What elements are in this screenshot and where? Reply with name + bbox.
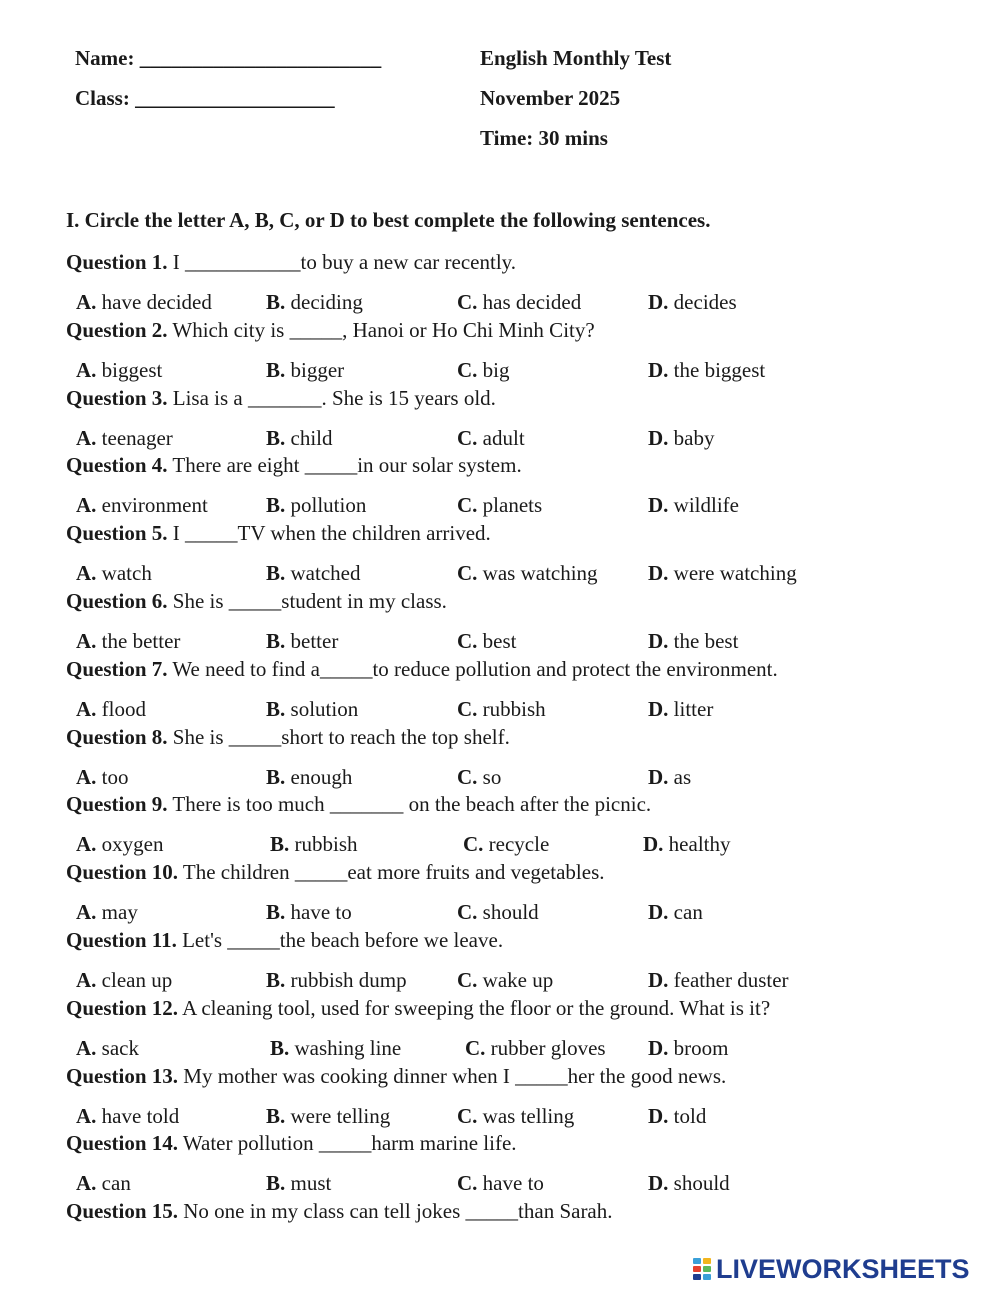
option-text: too bbox=[96, 765, 129, 789]
question-3 bbox=[66, 386, 496, 411]
answer-option-c[interactable] bbox=[457, 426, 525, 451]
answer-option-d[interactable] bbox=[648, 426, 715, 451]
option-letter: D. bbox=[648, 1036, 669, 1060]
option-text: oxygen bbox=[96, 832, 164, 856]
question-14 bbox=[66, 1131, 517, 1156]
option-text: have to bbox=[285, 900, 352, 924]
question-label: Question 12. bbox=[66, 996, 179, 1020]
answer-option-d[interactable] bbox=[648, 1171, 730, 1196]
answer-option-a[interactable] bbox=[76, 561, 152, 586]
option-text: may bbox=[96, 900, 138, 924]
question-11 bbox=[66, 928, 503, 953]
liveworksheets-logo bbox=[692, 1254, 992, 1284]
option-text: was watching bbox=[477, 561, 598, 585]
option-text: have told bbox=[96, 1104, 180, 1128]
answer-option-c[interactable] bbox=[457, 1104, 574, 1129]
option-letter: B. bbox=[266, 765, 286, 789]
option-letter: C. bbox=[457, 561, 478, 585]
option-letter: C. bbox=[457, 426, 478, 450]
option-letter: C. bbox=[457, 1171, 478, 1195]
answer-option-d[interactable] bbox=[648, 358, 765, 383]
test-title: English Monthly Test bbox=[480, 46, 672, 70]
option-text: flood bbox=[96, 697, 146, 721]
question-8 bbox=[66, 725, 510, 750]
option-text: can bbox=[668, 900, 703, 924]
question-6 bbox=[66, 589, 447, 614]
answer-option-b[interactable] bbox=[266, 900, 352, 925]
liveworksheets-logo-text: LIVEWORKSHEETS bbox=[716, 1253, 970, 1284]
question-9-options bbox=[0, 832, 1000, 858]
answer-option-a[interactable] bbox=[76, 1171, 131, 1196]
answer-option-d[interactable] bbox=[648, 697, 713, 722]
question-12-options bbox=[0, 1036, 1000, 1062]
answer-option-b[interactable] bbox=[270, 832, 358, 857]
answer-option-b[interactable] bbox=[266, 493, 366, 518]
option-letter: C. bbox=[463, 832, 484, 856]
question-11-options bbox=[0, 968, 1000, 994]
answer-option-d[interactable] bbox=[648, 1104, 706, 1129]
option-letter: D. bbox=[648, 426, 669, 450]
question-label: Question 11. bbox=[66, 928, 177, 952]
answer-option-c[interactable] bbox=[457, 358, 510, 383]
option-letter: B. bbox=[266, 493, 286, 517]
answer-option-c[interactable] bbox=[457, 900, 539, 925]
option-text: bigger bbox=[285, 358, 345, 382]
option-text: pollution bbox=[285, 493, 367, 517]
option-letter: D. bbox=[648, 561, 669, 585]
answer-option-d[interactable] bbox=[648, 561, 797, 586]
option-letter: A. bbox=[76, 493, 97, 517]
option-letter: C. bbox=[457, 1104, 478, 1128]
test-time: Time: 30 mins bbox=[480, 126, 608, 150]
option-text: planets bbox=[477, 493, 543, 517]
option-letter: C. bbox=[465, 1036, 486, 1060]
answer-option-a[interactable] bbox=[76, 1104, 179, 1129]
option-text: rubbish bbox=[477, 697, 546, 721]
liveworksheets-logo-icon bbox=[692, 1257, 712, 1281]
option-text: sack bbox=[96, 1036, 139, 1060]
question-7 bbox=[66, 657, 778, 682]
option-text: clean up bbox=[96, 968, 173, 992]
answer-option-b[interactable] bbox=[266, 290, 363, 315]
answer-option-b[interactable] bbox=[266, 1171, 331, 1196]
question-label: Question 6. bbox=[66, 589, 168, 613]
question-6-options bbox=[0, 629, 1000, 655]
option-letter: A. bbox=[76, 358, 97, 382]
question-15 bbox=[66, 1199, 613, 1224]
option-letter: A. bbox=[76, 968, 97, 992]
answer-option-b[interactable] bbox=[266, 358, 344, 383]
option-letter: B. bbox=[266, 290, 286, 314]
option-text: feather duster bbox=[668, 968, 789, 992]
question-label: Question 1. bbox=[66, 250, 168, 274]
question-text: She is _____student in my class. bbox=[167, 589, 447, 613]
question-text: A cleaning tool, used for sweeping the floor or the ground. What is it? bbox=[178, 996, 771, 1020]
test-date: November 2025 bbox=[480, 86, 621, 110]
option-letter: B. bbox=[266, 629, 286, 653]
answer-option-a[interactable] bbox=[76, 900, 138, 925]
option-letter: B. bbox=[266, 968, 286, 992]
option-text: told bbox=[668, 1104, 707, 1128]
question-text: There is too much _______ on the beach after the picnic. bbox=[167, 792, 652, 816]
option-letter: C. bbox=[457, 629, 478, 653]
answer-option-c[interactable] bbox=[457, 629, 517, 654]
answer-option-b[interactable] bbox=[266, 1104, 390, 1129]
answer-option-d[interactable] bbox=[648, 290, 737, 315]
option-text: wake up bbox=[477, 968, 554, 992]
option-text: teenager bbox=[96, 426, 173, 450]
question-text: Water pollution _____harm marine life. bbox=[178, 1131, 517, 1155]
option-letter: D. bbox=[648, 697, 669, 721]
option-letter: B. bbox=[266, 561, 286, 585]
question-2 bbox=[66, 318, 595, 343]
option-letter: C. bbox=[457, 493, 478, 517]
option-letter: C. bbox=[457, 697, 478, 721]
option-text: solution bbox=[285, 697, 359, 721]
question-10 bbox=[66, 860, 605, 885]
question-5 bbox=[66, 521, 491, 546]
question-5-options bbox=[0, 561, 1000, 587]
option-letter: A. bbox=[76, 1104, 97, 1128]
option-text: rubber gloves bbox=[485, 1036, 606, 1060]
option-letter: C. bbox=[457, 358, 478, 382]
answer-option-b[interactable] bbox=[266, 765, 352, 790]
option-letter: D. bbox=[643, 832, 664, 856]
question-label: Question 4. bbox=[66, 453, 168, 477]
question-2-options bbox=[0, 358, 1000, 384]
answer-option-a[interactable] bbox=[76, 426, 173, 451]
option-letter: C. bbox=[457, 765, 478, 789]
answer-option-b[interactable] bbox=[266, 629, 338, 654]
option-letter: B. bbox=[266, 697, 286, 721]
option-letter: D. bbox=[648, 968, 669, 992]
question-9 bbox=[66, 792, 651, 817]
answer-option-a[interactable] bbox=[76, 493, 208, 518]
option-text: should bbox=[668, 1171, 730, 1195]
answer-option-c[interactable] bbox=[463, 832, 549, 857]
option-text: can bbox=[96, 1171, 131, 1195]
question-text: My mother was cooking dinner when I _____her the good news. bbox=[178, 1064, 727, 1088]
question-13 bbox=[66, 1064, 726, 1089]
option-letter: A. bbox=[76, 1036, 97, 1060]
option-letter: B. bbox=[266, 900, 286, 924]
question-text: Let's _____the beach before we leave. bbox=[176, 928, 504, 952]
answer-option-b[interactable] bbox=[266, 561, 360, 586]
option-letter: A. bbox=[76, 561, 97, 585]
option-text: rubbish bbox=[289, 832, 358, 856]
option-text: enough bbox=[285, 765, 353, 789]
question-text: I ___________to buy a new car recently. bbox=[167, 250, 517, 274]
option-text: should bbox=[477, 900, 539, 924]
option-letter: C. bbox=[457, 290, 478, 314]
question-3-options bbox=[0, 426, 1000, 452]
option-text: was telling bbox=[477, 1104, 575, 1128]
answer-option-c[interactable] bbox=[465, 1036, 606, 1061]
question-text: I _____TV when the children arrived. bbox=[167, 521, 491, 545]
option-text: must bbox=[285, 1171, 332, 1195]
option-letter: B. bbox=[270, 1036, 290, 1060]
section-title: I. Circle the letter A, B, C, or D to best complete the following sentences. bbox=[66, 208, 711, 232]
question-label: Question 13. bbox=[66, 1064, 179, 1088]
option-letter: C. bbox=[457, 968, 478, 992]
option-text: the better bbox=[96, 629, 181, 653]
answer-option-c[interactable] bbox=[457, 765, 501, 790]
question-label: Question 10. bbox=[66, 860, 179, 884]
option-letter: A. bbox=[76, 290, 97, 314]
question-text: Lisa is a _______. She is 15 years old. bbox=[167, 386, 496, 410]
option-letter: A. bbox=[76, 426, 97, 450]
answer-option-a[interactable] bbox=[76, 629, 180, 654]
question-text: She is _____short to reach the top shelf. bbox=[167, 725, 510, 749]
option-text: environment bbox=[96, 493, 208, 517]
option-letter: A. bbox=[76, 1171, 97, 1195]
question-label: Question 3. bbox=[66, 386, 168, 410]
question-label: Question 8. bbox=[66, 725, 168, 749]
option-text: best bbox=[477, 629, 517, 653]
option-letter: D. bbox=[648, 1171, 669, 1195]
option-letter: A. bbox=[76, 697, 97, 721]
question-8-options bbox=[0, 765, 1000, 791]
question-text: No one in my class can tell jokes _____than Sarah. bbox=[178, 1199, 613, 1223]
option-text: healthy bbox=[663, 832, 731, 856]
option-text: baby bbox=[668, 426, 715, 450]
answer-option-c[interactable] bbox=[457, 968, 553, 993]
answer-option-d[interactable] bbox=[648, 629, 738, 654]
question-13-options bbox=[0, 1104, 1000, 1130]
answer-option-d[interactable] bbox=[648, 765, 691, 790]
option-text: deciding bbox=[285, 290, 363, 314]
option-text: were watching bbox=[668, 561, 797, 585]
option-letter: A. bbox=[76, 900, 97, 924]
question-12 bbox=[66, 996, 770, 1021]
question-text: We need to find a_____to reduce pollution and protect the environment. bbox=[167, 657, 778, 681]
question-4-options bbox=[0, 493, 1000, 519]
answer-option-b[interactable] bbox=[266, 426, 333, 451]
option-letter: B. bbox=[266, 1171, 286, 1195]
class-field-label: Class: ___________________ bbox=[75, 86, 335, 110]
option-letter: D. bbox=[648, 358, 669, 382]
option-text: have to bbox=[477, 1171, 544, 1195]
option-letter: B. bbox=[266, 426, 286, 450]
option-letter: D. bbox=[648, 765, 669, 789]
answer-option-b[interactable] bbox=[266, 968, 407, 993]
option-text: recycle bbox=[483, 832, 550, 856]
question-label: Question 5. bbox=[66, 521, 168, 545]
answer-option-c[interactable] bbox=[457, 493, 542, 518]
question-text: There are eight _____in our solar system. bbox=[167, 453, 522, 477]
option-letter: B. bbox=[266, 1104, 286, 1128]
name-field-label: Name: _______________________ bbox=[75, 46, 382, 70]
question-label: Question 14. bbox=[66, 1131, 179, 1155]
answer-option-d[interactable] bbox=[648, 968, 789, 993]
option-text: biggest bbox=[96, 358, 163, 382]
question-label: Question 7. bbox=[66, 657, 168, 681]
answer-option-a[interactable] bbox=[76, 697, 146, 722]
answer-option-b[interactable] bbox=[270, 1036, 401, 1061]
answer-option-a[interactable] bbox=[76, 358, 162, 383]
option-text: the biggest bbox=[668, 358, 766, 382]
option-letter: D. bbox=[648, 629, 669, 653]
question-1 bbox=[66, 250, 516, 275]
option-letter: A. bbox=[76, 629, 97, 653]
question-4 bbox=[66, 453, 522, 478]
option-letter: D. bbox=[648, 900, 669, 924]
answer-option-c[interactable] bbox=[457, 1171, 544, 1196]
option-text: has decided bbox=[477, 290, 582, 314]
option-text: better bbox=[285, 629, 339, 653]
answer-option-a[interactable] bbox=[76, 832, 164, 857]
question-label: Question 2. bbox=[66, 318, 168, 342]
answer-option-c[interactable] bbox=[457, 561, 598, 586]
question-7-options bbox=[0, 697, 1000, 723]
option-letter: D. bbox=[648, 493, 669, 517]
answer-option-d[interactable] bbox=[643, 832, 730, 857]
option-letter: B. bbox=[270, 832, 290, 856]
answer-option-a[interactable] bbox=[76, 968, 172, 993]
option-letter: D. bbox=[648, 290, 669, 314]
option-letter: D. bbox=[648, 1104, 669, 1128]
option-text: watch bbox=[96, 561, 152, 585]
option-text: have decided bbox=[96, 290, 212, 314]
answer-option-a[interactable] bbox=[76, 765, 129, 790]
answer-option-a[interactable] bbox=[76, 1036, 139, 1061]
answer-option-b[interactable] bbox=[266, 697, 358, 722]
question-10-options bbox=[0, 900, 1000, 926]
question-1-options bbox=[0, 290, 1000, 316]
option-text: decides bbox=[668, 290, 737, 314]
option-text: as bbox=[668, 765, 692, 789]
option-letter: A. bbox=[76, 765, 97, 789]
option-text: broom bbox=[668, 1036, 729, 1060]
option-text: big bbox=[477, 358, 510, 382]
answer-option-c[interactable] bbox=[457, 290, 581, 315]
option-text: washing line bbox=[289, 1036, 402, 1060]
option-letter: C. bbox=[457, 900, 478, 924]
answer-option-c[interactable] bbox=[457, 697, 546, 722]
option-text: were telling bbox=[285, 1104, 391, 1128]
answer-option-d[interactable] bbox=[648, 900, 703, 925]
answer-option-d[interactable] bbox=[648, 1036, 729, 1061]
option-text: rubbish dump bbox=[285, 968, 407, 992]
question-label: Question 15. bbox=[66, 1199, 179, 1223]
answer-option-d[interactable] bbox=[648, 493, 739, 518]
option-text: child bbox=[285, 426, 333, 450]
answer-option-a[interactable] bbox=[76, 290, 212, 315]
option-text: adult bbox=[477, 426, 525, 450]
option-letter: B. bbox=[266, 358, 286, 382]
option-text: the best bbox=[668, 629, 739, 653]
option-text: litter bbox=[668, 697, 714, 721]
option-text: wildlife bbox=[668, 493, 739, 517]
question-label: Question 9. bbox=[66, 792, 168, 816]
option-text: so bbox=[477, 765, 502, 789]
question-14-options bbox=[0, 1171, 1000, 1197]
question-text: The children _____eat more fruits and vegetables. bbox=[178, 860, 605, 884]
option-text: watched bbox=[285, 561, 361, 585]
question-text: Which city is _____, Hanoi or Ho Chi Minh City? bbox=[167, 318, 595, 342]
option-letter: A. bbox=[76, 832, 97, 856]
